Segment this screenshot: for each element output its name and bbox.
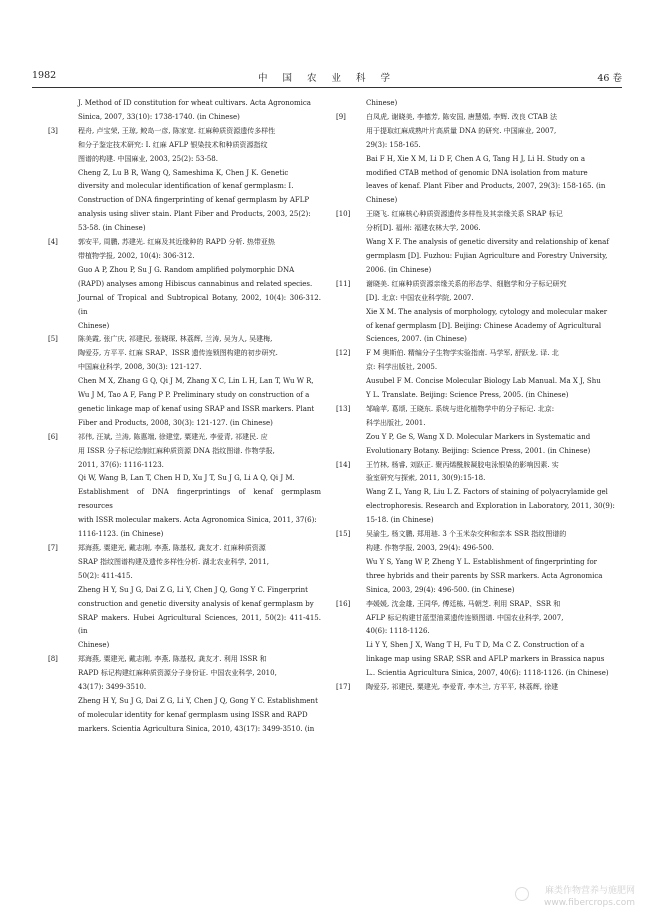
reference-line: 验室研究与探索, 2011, 30(9):15-18. <box>366 474 486 483</box>
reference-line: Cheng Z, Lu B R, Wang Q, Sameshima K, Chen J K. Genetic <box>78 168 289 177</box>
reference-line: RAPD 标记构建红麻种质资源分子身份证. 中国农业科学, 2010, <box>78 669 277 678</box>
reference-line: 中国麻业科学, 2008, 30(3): 121-127. <box>78 363 202 372</box>
reference-line: 用于提取红麻成熟叶片高质量 DNA 的研究. 中国麻业, 2007, <box>366 126 557 135</box>
reference-line: Chinese) <box>78 321 110 330</box>
reference-line: Guo A P, Zhou P, Su J G. Random amplified polymorphic DNA <box>78 265 295 274</box>
reference-line: Wu J M, Tao A F, Fang P P. Preliminary study on construction of a <box>78 391 310 400</box>
volume-label: 46 卷 <box>597 73 622 84</box>
reference-line: 40(6): 1118-1126. <box>366 627 430 636</box>
reference-line: 陶爱芬, 祁建民, 粟建光, 李爱青, 李木兰, 方平平, 林荔辉, 徐建 <box>366 683 559 692</box>
reference-line: 王晓飞. 红麻核心种质资源遗传多样性及其亲缘关系 SRAP 标记 <box>366 210 563 219</box>
reference-line: modified CTAB method of genomic DNA isolation from mature <box>366 168 588 177</box>
reference-entry <box>48 542 321 653</box>
reference-line: Chinese) <box>366 99 398 107</box>
reference-line: Chinese) <box>78 641 110 650</box>
reference-line: 1116-1123. (in Chinese) <box>78 530 164 539</box>
watermark-logo-icon <box>515 887 529 901</box>
reference-line: 吴渝生, 杨文鹏, 郑用琏. 3 个玉米杂交种和亲本 SSR 指纹图谱的 <box>366 530 567 539</box>
reference-line: genetic linkage map of kenaf using SRAP and ISSR markers. Plant <box>78 404 315 413</box>
reference-line: 2006. (in Chinese) <box>366 265 432 274</box>
reference-line: Zou Y P, Ge S, Wang X D. Molecular Markers in Systematic and <box>366 432 591 441</box>
reference-line: 郑海燕, 粟建光, 戴志刚, 李燕, 陈基权, 龚友才. 利用 ISSR 和 <box>78 655 267 664</box>
reference-number: [6] <box>48 432 58 441</box>
reference-entry <box>336 278 616 348</box>
reference-line: 祁伟, 汪斌, 兰涛, 陈惠端, 徐建堂, 粟建光, 李爱青, 祁建民. 应 <box>78 432 268 441</box>
reference-line: Wu Y S, Yang W P, Zheng Y L. Establishment of fingerprinting for <box>366 557 598 566</box>
reference-number: [7] <box>48 544 58 552</box>
reference-line: Chen M X, Zhang G Q, Qi J M, Zhang X C, Lin L H, Lan T, Wu W R, <box>78 377 314 386</box>
reference-column-left <box>48 97 321 737</box>
reference-entry <box>336 403 616 459</box>
reference-line: markers. Scientia Agricultura Sinica, 2010, 43(17): 3499-3510. (in <box>78 724 315 733</box>
reference-line: Fiber and Products, 2008, 30(3): 121-127. (in Chinese) <box>78 418 273 427</box>
reference-line: Qi W, Wang B, Lan T, Chen H D, Xu J T, Su J G, Li A Q, Qi J M. <box>78 474 295 483</box>
reference-line: Journal of Tropical and Subtropical Botany, 2002, 10(4): 306-312. (in <box>78 293 321 316</box>
reference-line: Evolutionary Botany. Beijing: Science Press, 2001. (in Chinese) <box>366 446 591 455</box>
reference-line: 邹喻苹, 葛颂, 王晓东. 系统与进化植物学中的分子标记. 北京: <box>366 404 555 413</box>
reference-entry <box>48 431 321 542</box>
reference-line: 29(3): 158-165. <box>366 140 421 149</box>
reference-number: [8] <box>48 655 58 664</box>
reference-line: Chinese) <box>366 196 398 205</box>
reference-line: SRAP makers. Hubei Agricultural Sciences, 2011, 50(2): 411-415. (in <box>78 613 321 636</box>
reference-line: diversity and molecular identification of kenaf germplasm: I. <box>78 182 294 191</box>
reference-line: 白凤虎, 谢晓美, 李德芳, 陈安国, 唐慧娟, 李辉. 改良 CTAB 法 <box>366 112 557 121</box>
reference-line: 王竹林, 杨睿, 刘跃正. 聚丙烯酰胺凝胶电泳银染的影响因素. 实 <box>366 460 559 469</box>
reference-line: electrophoresis. Research and Exploration in Laboratory, 2011, 30(9): <box>366 502 615 511</box>
reference-number: [5] <box>48 335 58 344</box>
header-rule <box>32 87 622 88</box>
reference-line: 程舟, 卢宝荣, 王琼, 鲛岛一彦, 陈家宽. 红麻种质资源遗传多样性 <box>78 126 276 135</box>
reference-line: 郭安平, 周鹏, 苏建光. 红麻及其近缘种的 RAPD 分析. 热带亚热 <box>78 238 275 247</box>
reference-line: 李媛媛, 沈金雄, 王同华, 傅廷栋, 马朝芝. 利用 SRAP、SSR 和 <box>366 599 561 608</box>
reference-entry <box>48 125 321 236</box>
reference-line: germplasm [D]. Fuzhou: Fujian Agriculture and Forestry University, <box>366 251 608 260</box>
reference-number: [3] <box>48 126 58 135</box>
reference-line: Wang X F. The analysis of genetic diversity and relationship of kenaf <box>366 238 609 247</box>
reference-column-right <box>336 97 616 695</box>
reference-line: Zheng H Y, Su J G, Dai Z G, Li Y, Chen J Q, Gong Y C. Establishment <box>78 696 318 705</box>
reference-entry <box>48 333 321 430</box>
reference-line: 用 ISSR 分子标记绘制红麻种质资源 DNA 指纹图谱. 作物学报, <box>78 446 275 455</box>
reference-line: linkage map using SRAP, SSR and AFLP markers in Brassica napus <box>366 655 605 664</box>
reference-number: [9] <box>336 112 346 121</box>
reference-line: 和分子鉴定技术研究: I. 红麻 AFLP 银染技术和种质资源指纹 <box>78 140 268 149</box>
reference-number: [12] <box>336 349 351 358</box>
reference-line: Sciences, 2007. (in Chinese) <box>366 335 467 344</box>
reference-line: J. Method of ID constitution for wheat cultivars. Acta Agronomica <box>78 99 311 107</box>
watermark-text: 麻类作物营养与施肥网 <box>544 886 635 896</box>
reference-line: leaves of kenaf. Plant Fiber and Products, 2007, 29(3): 158-165. (in <box>366 182 606 191</box>
reference-line: 2011, 37(6): 1116-1123. <box>78 460 164 469</box>
page-number: 1982 <box>32 70 57 81</box>
reference-line: 15-18. (in Chinese) <box>366 516 434 525</box>
reference-entry <box>336 347 616 403</box>
reference-line: 43(17): 3499-3510. <box>78 683 147 692</box>
reference-line: Zheng H Y, Su J G, Dai Z G, Li Y, Chen J Q, Gong Y C. Fingerprint <box>78 585 308 594</box>
reference-entry <box>48 236 321 333</box>
reference-entry <box>48 97 321 125</box>
reference-line: 构建. 作物学报, 2003, 29(4): 496-500. <box>366 544 494 552</box>
reference-number: [11] <box>336 279 351 288</box>
reference-line: of kenaf germplasm [D]. Beijing: Chinese Academy of Agricultural <box>366 321 602 330</box>
reference-line: Establishment of DNA fingerprintings of kenaf germplasm resources <box>78 488 321 511</box>
reference-number: [16] <box>336 599 351 608</box>
reference-number: [4] <box>48 238 58 247</box>
reference-number: [15] <box>336 530 351 539</box>
reference-line: Xie X M. The analysis of morphology, cytology and molecular maker <box>366 307 608 316</box>
reference-line: 带植物学报, 2002, 10(4): 306-312. <box>78 251 195 260</box>
reference-line: Sinica, 2003, 29(4): 496-500. (in Chinese) <box>366 585 515 594</box>
reference-line: 京: 科学出版社, 2005. <box>366 363 438 372</box>
reference-entry <box>336 598 616 681</box>
reference-entry <box>336 459 616 529</box>
reference-line: L.. Scientia Agricultura Sinica, 2007, 40(6): 1118-1126. (in Chinese) <box>366 669 609 678</box>
reference-line: 郑海燕, 粟建光, 戴志刚, 李燕, 陈基权, 龚友才. 红麻种质资源 <box>78 544 266 552</box>
reference-line: with ISSR molecular makers. Acta Agronomica Sinica, 2011, 37(6): <box>78 516 317 525</box>
reference-line: Bai F H, Xie X M, Li D F, Chen A G, Tang H J, Li H. Study on a <box>366 154 586 163</box>
reference-line: Li Y Y, Shen J X, Wang T H, Fu T D, Ma C Z. Construction of a <box>366 641 585 650</box>
watermark-url: www.fibercrops.com <box>544 898 635 908</box>
reference-number: [13] <box>336 404 351 413</box>
reference-number: [10] <box>336 210 351 219</box>
reference-line: analysis using sliver stain. Plant Fiber and Products, 2003, 25(2): <box>78 210 311 219</box>
reference-line: (RAPD) analyses among Hibiscus cannabinus and related species. <box>78 279 313 288</box>
reference-line: Y L. Translate. Beijing: Science Press, 2005. (in Chinese) <box>366 391 569 400</box>
reference-entry <box>336 111 616 208</box>
reference-line: 50(2): 411-415. <box>78 571 133 580</box>
journal-title: 中 国 农 业 科 学 <box>257 73 397 84</box>
reference-line: Wang Z L, Yang R, Liu L Z. Factors of staining of polyacrylamide gel <box>366 488 608 497</box>
reference-line: AFLP 标记构建甘蓝型油菜遗传连锁图谱. 中国农业科学, 2007, <box>366 613 564 622</box>
reference-line: 陈美霞, 张广庆, 祁建民, 张晓琛, 林荔辉, 兰涛, 吴为人, 吴建梅, <box>78 335 273 344</box>
reference-entry <box>336 97 616 111</box>
reference-line: Sinica, 2007, 33(10): 1738-1740. (in Chinese) <box>78 112 240 121</box>
reference-line: 分析[D]. 福州: 福建农林大学, 2006. <box>366 224 481 233</box>
reference-line: 科学出版社, 2001. <box>366 418 426 427</box>
reference-number: [17] <box>336 683 351 692</box>
reference-entry <box>336 681 616 695</box>
watermark <box>515 885 635 909</box>
reference-number: [14] <box>336 460 351 469</box>
reference-line: Ausubel F M. Concise Molecular Biology Lab Manual. Ma X J, Shu <box>366 377 601 386</box>
reference-line: 陶爱芬, 方平平. 红麻 SRAP、ISSR 遗传连锁图构建的初步研究. <box>78 349 278 358</box>
reference-line: [D]. 北京: 中国农业科学院, 2007. <box>366 293 474 302</box>
reference-entry <box>48 653 321 736</box>
reference-line: three hybrids and their parents by SSR markers. Acta Agronomica <box>366 571 603 580</box>
reference-entry <box>336 208 616 278</box>
reference-line: SRAP 指纹图谱构建及遗传多样性分析. 湖北农业科学, 2011, <box>78 557 269 566</box>
reference-line: Construction of DNA fingerprinting of kenaf germplasm by AFLP <box>78 196 310 205</box>
reference-entry <box>336 528 616 598</box>
reference-line: of molecular identity for kenaf germplasm using ISSR and RAPD <box>78 710 308 719</box>
reference-line: F M 奥斯伯. 精编分子生物学实验指南. 马学军, 舒跃龙. 译. 北 <box>366 349 559 358</box>
page-header <box>32 70 622 86</box>
reference-line: 谢晓美. 红麻种质资源亲缘关系的形态学、细胞学和分子标记研究 <box>366 279 567 288</box>
reference-line: 53-58. (in Chinese) <box>78 224 146 233</box>
reference-line: 图谱的构建. 中国麻业, 2003, 25(2): 53-58. <box>78 154 218 163</box>
reference-line: construction and genetic diversity analysis of kenaf germplasm by <box>78 599 314 608</box>
